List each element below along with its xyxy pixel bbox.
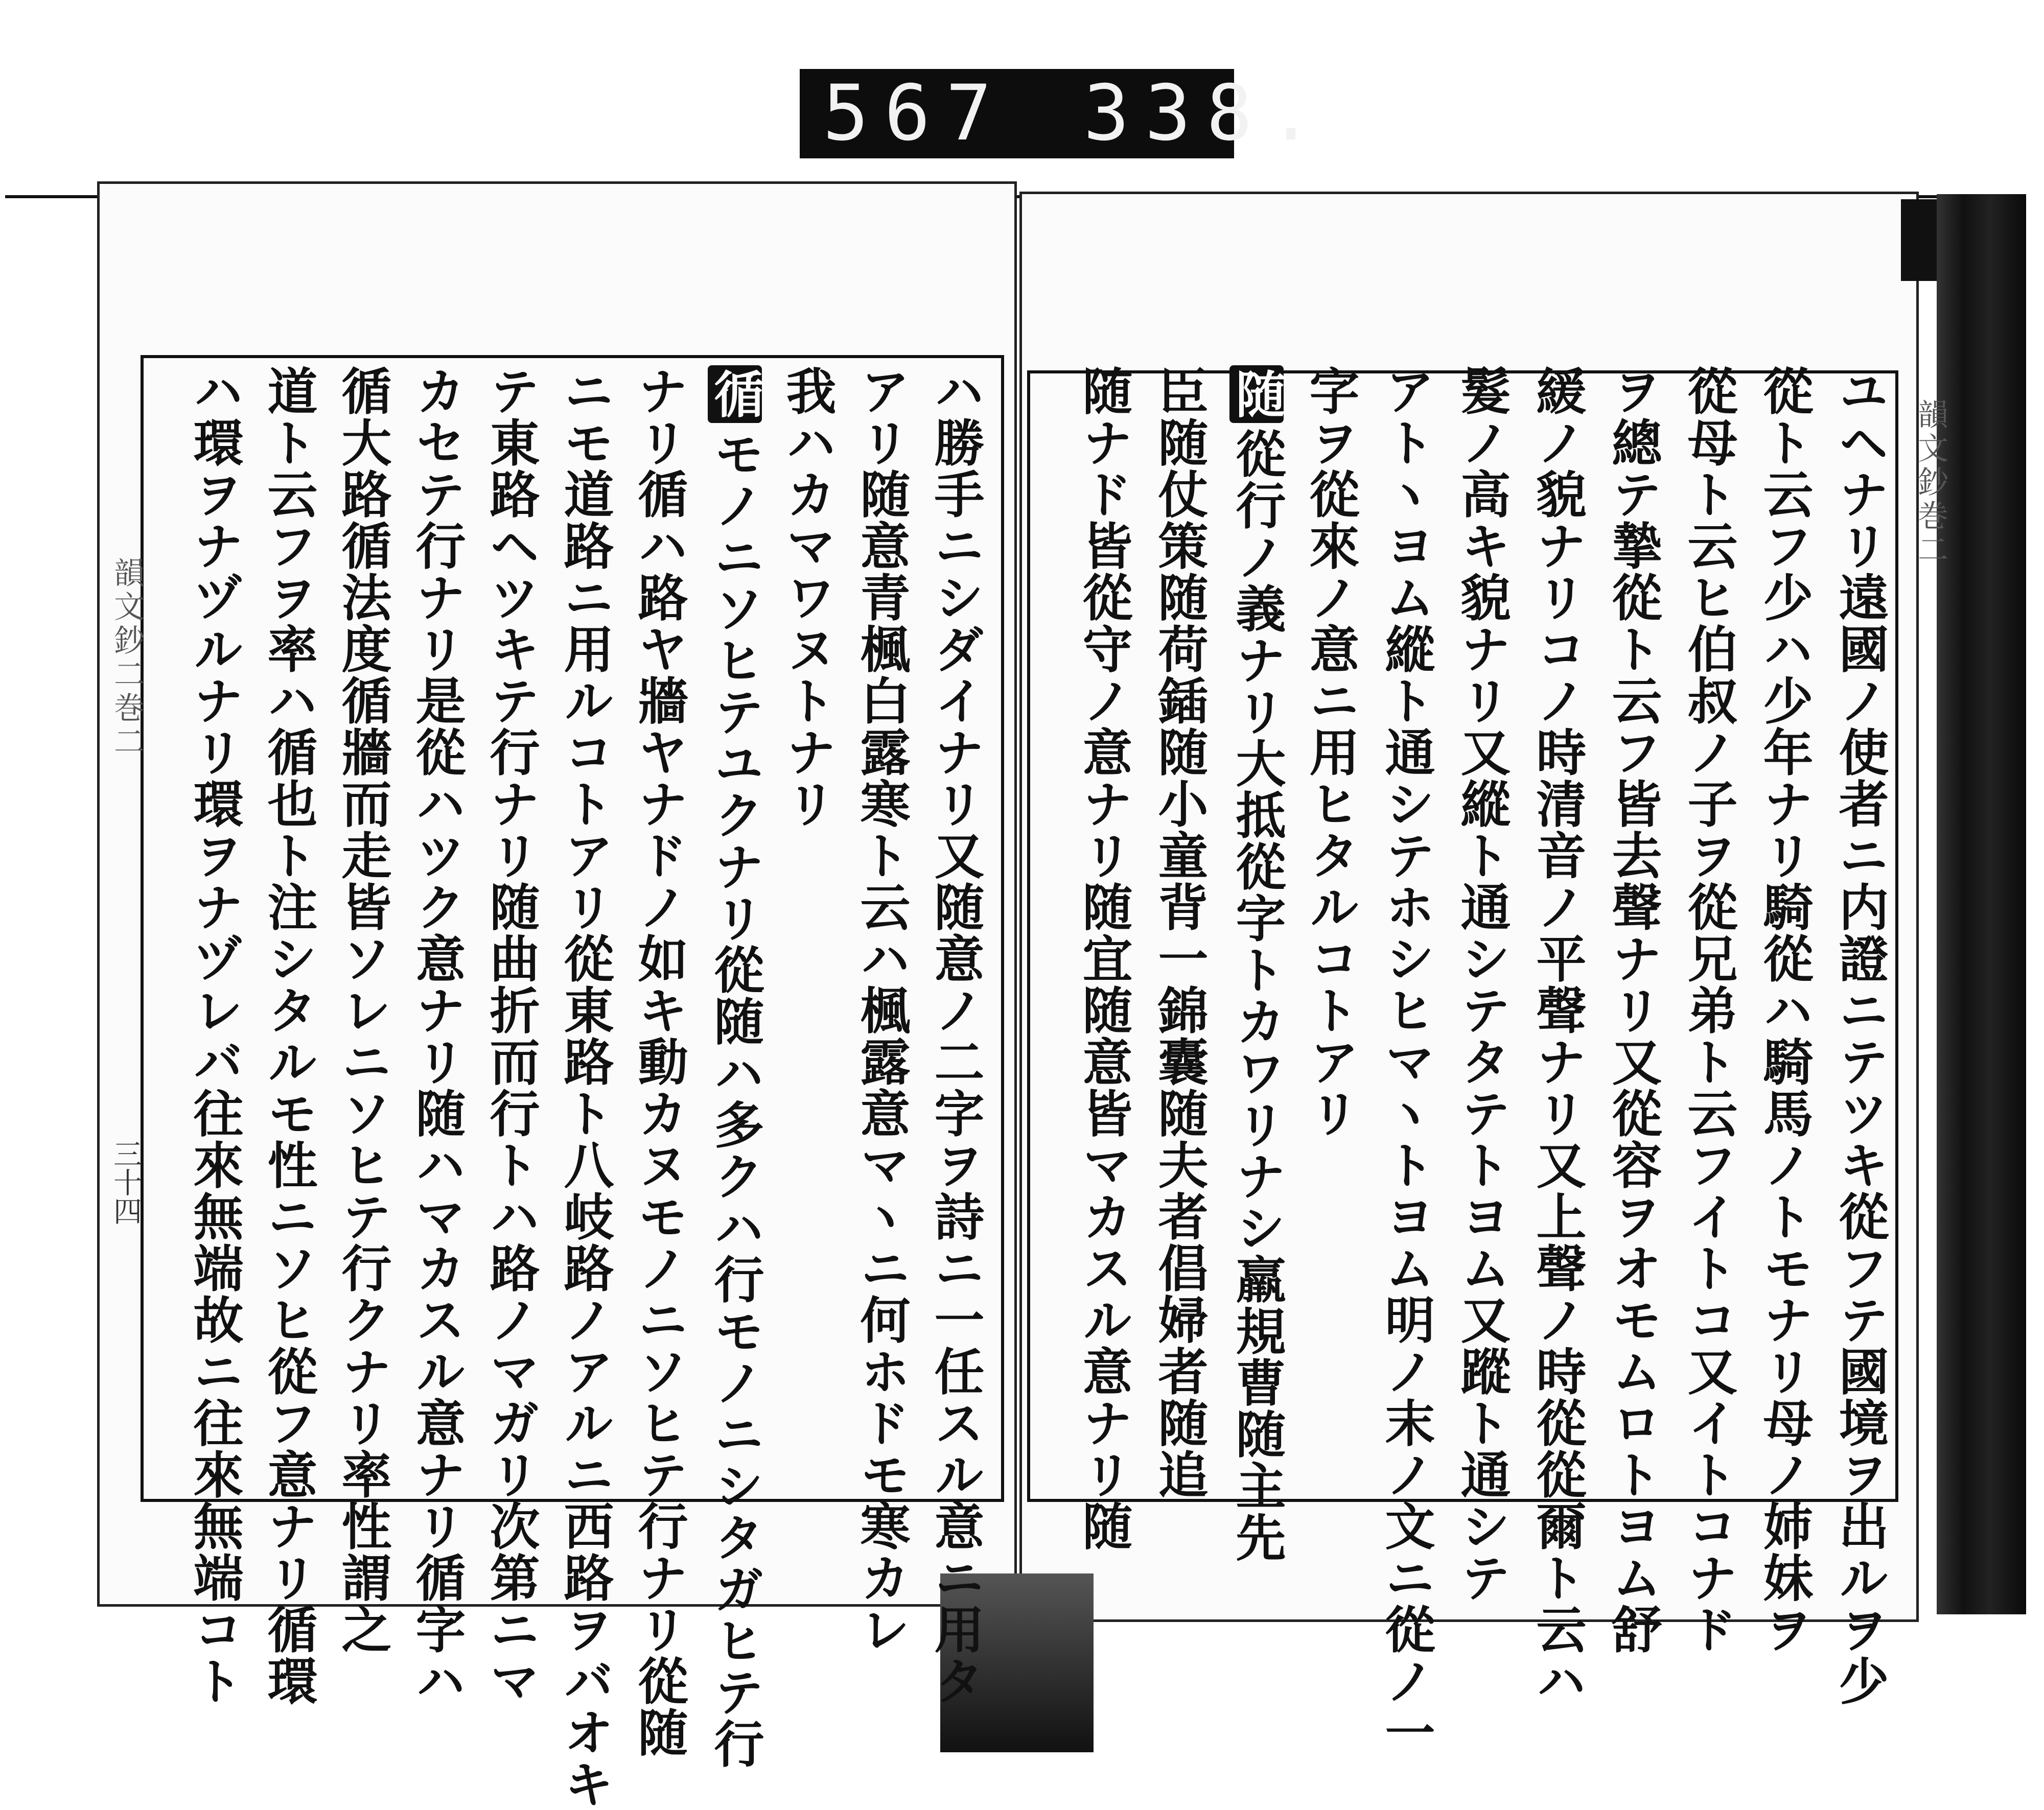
left-margin-title: 韻文鈔二巻二 <box>109 557 145 759</box>
left-page-column: アリ随意青楓白露寒ト云ハ楓露意マヽニ何ホドモ寒カレ <box>852 365 911 1655</box>
right-page-column: 随ナド皆從守ノ意ナリ随宜随意皆マカスル意ナリ随 <box>1074 365 1133 1552</box>
right-page-column: ユヘナリ遠國ノ使者ニ内證ニテツキ從フテ國境ヲ出ルヲ少 <box>1830 365 1889 1707</box>
column-text: モノニソヒテユクナリ從随ハ多クハ行モノニシタガヒテ行 <box>706 428 764 1770</box>
right-page-column <box>1229 365 1284 1563</box>
left-page-column: 道ト云フヲ率ハ循也ト注シタルモ性ニソヒ從フ意ナリ循環 <box>259 365 318 1707</box>
heading-character-box: 循 <box>708 365 762 423</box>
right-margin-title: 韻文鈔巻二 <box>1913 398 1948 567</box>
left-page-column: テ東路ヘツキテ行ナリ随曲折而行トハ路ノマガリ次第ニマ <box>481 365 540 1707</box>
left-page-column: カセテ行ナリ是從ハツク意ナリ随ハマカスル意ナリ循字ハ <box>407 365 466 1707</box>
right-page-column: 緩ノ貌ナリコノ時清音ノ平聲ナリ又上聲ノ時從從爾ト云ハ <box>1528 365 1587 1707</box>
left-page-column: 我ハカマワヌトナリ <box>778 365 837 830</box>
left-page-column: 循大路循法度循牆而走皆ソレニソヒテ行クナリ率性謂之 <box>333 365 392 1655</box>
right-page-column: 字ヲ從來ノ意ニ用ヒタルコトアリ <box>1301 365 1360 1139</box>
left-page-column: ニモ道路ニ用ルコトアリ從東路ト八岐路ノアルニ西路ヲバオキ <box>555 365 614 1810</box>
right-page-column: 髮ノ高キ貌ナリ又縱ト通シテタテトヨム又蹤ト通シテ <box>1452 365 1511 1604</box>
left-page-column <box>708 365 762 1770</box>
left-page-column: ナリ循ハ路ヤ牆ヤナドノ如キ動カヌモノニソヒテ行ナリ從随 <box>630 365 688 1758</box>
left-page-column: ハ環ヲナヅルナリ環ヲナヅレバ往來無端故ニ往來無端コト <box>185 365 244 1707</box>
right-page-column: 從ト云フ少ハ少年ナリ騎從ハ騎馬ノトモナリ母ノ姉妹ヲ <box>1755 365 1814 1655</box>
heading-character-box: 随 <box>1229 365 1284 423</box>
right-page-column: ヲ總テ摯從ト云フ皆去聲ナリ又從容ヲオモムロトヨム舒 <box>1604 365 1662 1655</box>
call-number-label <box>800 69 1330 158</box>
left-folio: 三十四 <box>109 1139 142 1225</box>
call-number-left: 567 <box>823 69 1007 158</box>
call-number-right: 338. <box>1083 69 1330 158</box>
column-text: 從行ノ義ナリ大抵從字トカワリナシ羸規曹随主先 <box>1227 428 1286 1563</box>
left-page-column: ハ勝手ニシダイナリ又随意ノ二字ヲ詩ニ一任スル意ニ用タ <box>926 365 985 1707</box>
right-page-column: 從母ト云ヒ伯叔ノ子ヲ從兄弟ト云フイトコ又イトコナド <box>1679 365 1738 1655</box>
right-page-column: アトヽヨム縱ト通シテホシヒマヽトヨム明ノ末ノ文ニ從ノ一 <box>1377 365 1435 1758</box>
right-page-column: 臣随仗策随荷鍤随小童背一錦囊随夫者倡婦者随追 <box>1150 365 1209 1500</box>
